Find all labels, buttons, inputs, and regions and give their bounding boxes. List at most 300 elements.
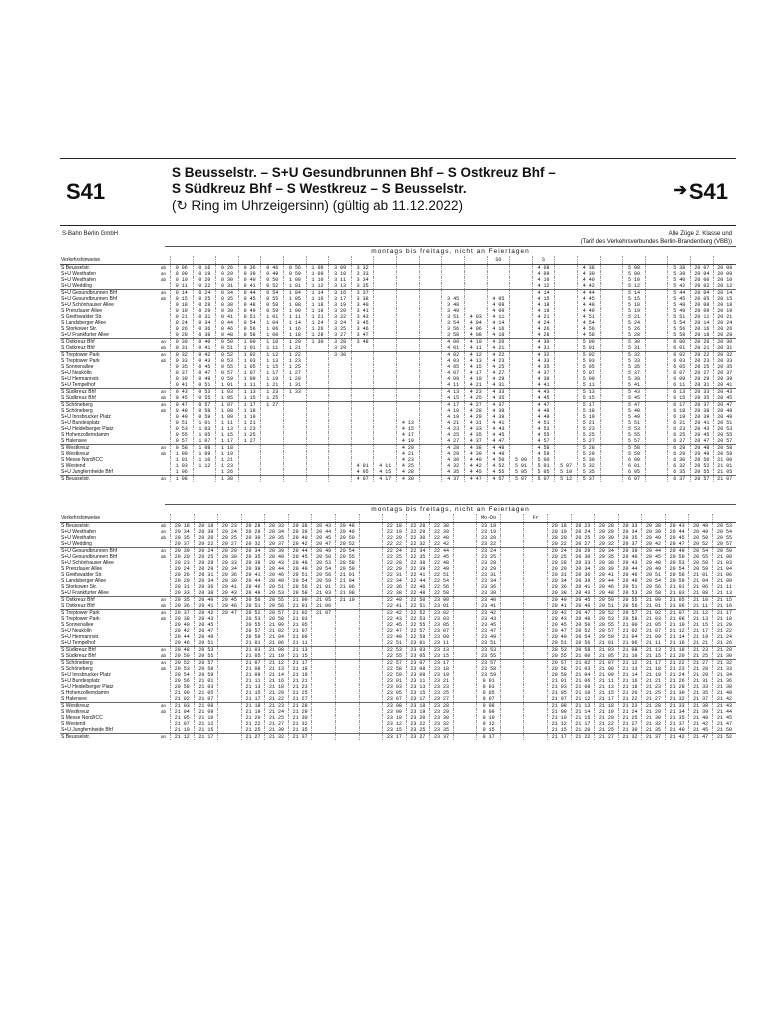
departure-time: 23 22 <box>477 541 501 548</box>
departure-time: 4 51 <box>532 420 555 426</box>
departure-time: 0 14 <box>171 290 194 297</box>
departure-time: 5 33 <box>623 358 646 364</box>
departure-time: 20 35 <box>691 395 714 402</box>
departure-time: 0 30 <box>216 277 239 283</box>
departure-time: 21 40 <box>665 727 689 734</box>
days-header-1: montags bis freitags, nicht an Feiertagen <box>165 246 736 256</box>
departure-time: 4 48 <box>487 445 510 452</box>
departure-time: 23 17 <box>430 660 454 667</box>
departure-time: 0 48 <box>171 408 194 414</box>
station-name: S Treptower Park <box>60 352 160 359</box>
departure-time <box>261 476 284 483</box>
departure-time: 1 01 <box>284 283 307 290</box>
departure-time: 20 39 <box>218 578 242 584</box>
departure-time: 4 15 <box>532 296 555 302</box>
departure-time: 20 51 <box>595 603 619 610</box>
departure-time: 21 15 <box>194 727 218 734</box>
departure-time: 20 29 <box>548 566 572 572</box>
departure-time: 20 31 <box>171 584 195 590</box>
departure-time: 20 51 <box>194 640 218 647</box>
departure-time: 21 07 <box>288 628 312 634</box>
departure-time: 4 27 <box>487 370 510 376</box>
departure-time: 1 18 <box>306 302 329 308</box>
departure-time: 23 07 <box>383 696 407 703</box>
departure-time: 0 28 <box>171 332 194 339</box>
departure-time: 4 38 <box>487 408 510 414</box>
station-name: S+U Hermannstr. <box>61 376 100 382</box>
station-name: S Hohenzollerndamm <box>61 432 110 438</box>
departure-time: 5 32 <box>577 463 600 469</box>
departure-time: 20 36 <box>218 572 242 578</box>
departure-time: 21 29 <box>689 672 713 678</box>
departure-time: 0 39 <box>216 308 239 314</box>
departure-time: 20 39 <box>691 414 714 420</box>
departure-time: 1 28 <box>306 332 329 339</box>
departure-time: 4 58 <box>532 445 555 452</box>
departure-time: 21 14 <box>265 672 289 678</box>
arrival-departure-marker: an <box>160 476 171 483</box>
departure-time: 20 55 <box>712 535 736 541</box>
departure-time: 20 40 <box>548 597 572 604</box>
departure-time: 3 47 <box>351 332 374 339</box>
departure-time: 5 31 <box>623 345 646 352</box>
departure-time: 0 31 <box>171 345 194 352</box>
departure-time: 21 15 <box>712 597 736 604</box>
departure-time: 20 58 <box>288 590 312 597</box>
departure-time: 21 07 <box>665 610 689 617</box>
departure-time: 21 00 <box>712 554 736 560</box>
departure-time: 21 30 <box>665 690 689 696</box>
departure-time: 21 22 <box>712 628 736 634</box>
departure-time: 1 15 <box>261 364 284 370</box>
departure-time: 21 20 <box>595 715 619 721</box>
departure-time: 20 57 <box>194 660 218 667</box>
departure-time: 20 37 <box>618 541 642 548</box>
departure-time: 21 16 <box>618 678 642 684</box>
departure-time: 4 18 <box>532 302 555 308</box>
column-note-empty <box>571 514 595 523</box>
departure-time: 21 17 <box>548 734 572 741</box>
arrival-departure-marker: ab <box>161 408 167 413</box>
departure-time: 22 53 <box>383 647 407 654</box>
departure-time: 6 01 <box>623 463 646 469</box>
departure-time: 20 54 <box>712 529 736 535</box>
departure-time: 0 22 <box>193 283 216 290</box>
station-name: S+U Jungfernheide Bhf <box>61 727 113 733</box>
departure-time: 22 51 <box>406 603 430 610</box>
departure-time: 23 29 <box>430 709 454 715</box>
departure-time: 21 08 <box>571 684 595 690</box>
departure-time: 4 01 <box>442 345 465 352</box>
departure-time: 21 30 <box>288 715 312 721</box>
departure-time: 20 23 <box>218 523 242 530</box>
departure-time: 20 33 <box>618 523 642 530</box>
departure-time: 21 05 <box>595 653 619 660</box>
departure-time: 1 18 <box>238 408 261 414</box>
departure-time: 21 03 <box>548 684 572 690</box>
departure-time: 20 57 <box>618 610 642 617</box>
departure-time: 20 39 <box>265 548 289 555</box>
notes-row <box>60 514 736 523</box>
departure-time: 20 53 <box>265 590 289 597</box>
departure-time: 4 11 <box>442 382 465 389</box>
departure-time: 20 25 <box>194 554 218 560</box>
departure-time: 5 39 <box>668 271 691 277</box>
departure-time: 22 50 <box>406 597 430 604</box>
station-name: S Beusselstr. <box>61 265 91 271</box>
departure-time: 0 28 <box>193 302 216 308</box>
departure-time: 4 43 <box>532 389 555 396</box>
departure-time: 22 35 <box>406 554 430 560</box>
departure-time: 1 09 <box>238 376 261 382</box>
departure-time: 23 23 <box>430 684 454 690</box>
departure-time: 20 24 <box>571 529 595 535</box>
departure-time: 21 37 <box>689 696 713 703</box>
departure-time: 21 23 <box>689 647 713 654</box>
departure-time: 20 45 <box>194 622 218 628</box>
departure-time: 20 52 <box>689 541 713 548</box>
departure-time: 21 03 <box>171 703 195 710</box>
departure-time: 21 17 <box>288 660 312 667</box>
departure-time: 22 20 <box>383 535 407 541</box>
departure-time: 21 04 <box>171 709 195 715</box>
departure-time: 5 38 <box>668 265 691 272</box>
departure-time: 20 04 <box>691 290 714 297</box>
departure-time: 21 43 <box>712 703 736 710</box>
departure-time: 20 45 <box>571 597 595 604</box>
departure-time: 20 37 <box>171 610 195 617</box>
departure-time: 23 43 <box>477 616 501 622</box>
column-note-empty <box>383 514 407 523</box>
departure-time: 23 25 <box>477 554 501 560</box>
departure-time: 21 19 <box>642 672 666 678</box>
departure-time: 5 07 <box>510 476 533 483</box>
departure-time: 20 49 <box>665 548 689 555</box>
departure-time: 20 31 <box>194 572 218 578</box>
station-name: S Beusselstr. <box>60 476 160 483</box>
station-name: S Greifswalder Str. <box>61 572 103 578</box>
departure-time: 23 09 <box>383 709 407 715</box>
departure-time: 21 12 <box>665 628 689 634</box>
station-row <box>60 603 736 610</box>
departure-time: 22 44 <box>430 548 454 555</box>
departure-time: 21 15 <box>288 653 312 660</box>
station-name: S Schöneberg <box>61 408 93 414</box>
departure-time: 23 51 <box>477 640 501 647</box>
departure-time: 21 18 <box>642 666 666 672</box>
departure-time: 20 51 <box>265 584 289 590</box>
departure-time: 0 40 <box>238 277 261 283</box>
departure-time: 4 25 <box>397 463 420 469</box>
column-note-empty <box>713 256 736 265</box>
departure-time: 21 07 <box>713 476 736 483</box>
departure-time: 5 19 <box>577 414 600 420</box>
departure-time: 20 27 <box>691 370 714 376</box>
departure-time: 3 38 <box>351 296 374 302</box>
departure-time: 4 31 <box>487 382 510 389</box>
departure-time: 22 38 <box>430 523 454 530</box>
departure-time: 4 18 <box>442 408 465 414</box>
departure-time: 21 25 <box>288 690 312 696</box>
departure-time: 21 44 <box>712 709 736 715</box>
departure-time: 21 06 <box>571 678 595 684</box>
departure-time: 21 15 <box>241 690 265 696</box>
departure-time: 20 04 <box>691 271 714 277</box>
station-name: S+U Gesundbrunnen Bhf <box>61 554 118 560</box>
departure-time: 20 58 <box>571 647 595 654</box>
departure-time: 20 09 <box>691 308 714 314</box>
departure-time: 0 15 <box>477 727 501 734</box>
departure-time: 3 27 <box>329 332 352 339</box>
departure-time: 21 03 <box>595 647 619 654</box>
departure-time: 1 08 <box>216 408 239 414</box>
column-note-empty <box>193 256 216 265</box>
departure-time: 4 17 <box>442 402 465 409</box>
departure-time: 4 37 <box>464 438 487 445</box>
departure-time: 6 32 <box>668 463 691 469</box>
departure-time: 4 19 <box>442 414 465 420</box>
departure-time: 21 05 <box>312 597 336 604</box>
departure-time: 20 38 <box>171 616 195 622</box>
departure-time: 6 37 <box>668 476 691 483</box>
departure-time: 23 57 <box>477 660 501 667</box>
departure-time: 3 54 <box>442 320 465 326</box>
departure-time: 20 51 <box>241 603 265 610</box>
station-name: S+U Heidelberger Platz <box>61 426 114 432</box>
departure-time: 4 07 <box>442 370 465 376</box>
station-name: S+U Gesundbrunnen Bhf <box>61 296 118 302</box>
station-name: S+U Tempelhof <box>61 382 96 388</box>
departure-time: 21 19 <box>595 709 619 715</box>
departure-time: 20 24 <box>194 548 218 555</box>
departure-time: 5 30 <box>577 457 600 463</box>
departure-time: 21 02 <box>265 628 289 634</box>
departure-time: 20 27 <box>218 541 242 548</box>
station-name: S+U Frankfurter Allee <box>61 590 109 596</box>
departure-time: 21 19 <box>288 672 312 678</box>
departure-time: 1 06 <box>261 326 284 332</box>
departure-time: 4 45 <box>577 296 600 302</box>
departure-time: 20 20 <box>548 535 572 541</box>
departure-time: 22 51 <box>383 640 407 647</box>
departure-time: 1 25 <box>238 432 261 438</box>
departure-time: 4 19 <box>464 376 487 382</box>
departure-time: 3 37 <box>351 290 374 297</box>
departure-time <box>419 476 442 483</box>
departure-time: 1 01 <box>193 420 216 426</box>
departure-time: 20 52 <box>595 610 619 617</box>
departure-time: 20 43 <box>691 426 714 432</box>
departure-time: 4 31 <box>464 420 487 426</box>
departure-time: 3 43 <box>351 314 374 320</box>
departure-time: 23 08 <box>406 666 430 672</box>
departure-time: 22 46 <box>406 584 430 590</box>
departure-time: 20 48 <box>571 616 595 622</box>
departure-time <box>359 734 383 741</box>
departure-time: 1 01 <box>216 382 239 389</box>
departure-time: 21 17 <box>689 628 713 634</box>
station-name: S+U Gesundbrunnen Bhf <box>60 290 160 297</box>
departure-time: 21 10 <box>265 653 289 660</box>
column-note-empty <box>595 514 619 523</box>
departure-time: 0 38 <box>216 302 239 308</box>
departure-time: 3 40 <box>351 302 374 308</box>
departure-time: 0 33 <box>171 358 194 364</box>
departure-time: 20 26 <box>713 326 736 332</box>
departure-time: 20 59 <box>548 672 572 678</box>
departure-time: 23 32 <box>430 721 454 727</box>
column-note-empty <box>406 514 430 523</box>
departure-time: 0 37 <box>171 370 194 376</box>
departure-time: 20 43 <box>713 389 736 396</box>
departure-time: 20 52 <box>241 610 265 617</box>
departure-time: 21 03 <box>194 684 218 690</box>
departure-time: 21 13 <box>618 666 642 672</box>
departure-time: 21 00 <box>713 457 736 463</box>
departure-time: 20 38 <box>642 523 666 530</box>
departure-time: 22 40 <box>430 535 454 541</box>
departure-time: 5 51 <box>623 420 646 426</box>
departure-time: 20 25 <box>218 535 242 541</box>
departure-time: 23 41 <box>477 603 501 610</box>
departure-time: 20 14 <box>713 290 736 297</box>
departure-time: 5 12 <box>555 476 578 483</box>
departure-time: 23 27 <box>406 734 430 741</box>
departure-time: 4 11 <box>487 314 510 320</box>
arrival-departure-marker: ab <box>161 535 167 540</box>
departure-time: 21 21 <box>642 678 666 684</box>
arrival-departure-marker: ab <box>161 277 167 282</box>
departure-time: 0 29 <box>216 271 239 277</box>
departure-time: 0 53 <box>216 358 239 364</box>
departure-time: 21 01 <box>713 463 736 469</box>
departure-time: 4 17 <box>374 476 397 483</box>
station-name: S Landsberger Allee <box>61 578 107 584</box>
departure-time: 0 18 <box>171 302 194 308</box>
departure-time: 6 28 <box>668 445 691 452</box>
departure-time: 20 53 <box>312 560 336 566</box>
departure-time: 20 46 <box>265 572 289 578</box>
departure-time: 5 29 <box>577 451 600 457</box>
departure-time: 21 11 <box>595 678 619 684</box>
departure-time: 21 01 <box>548 678 572 684</box>
departure-time: 20 42 <box>194 610 218 617</box>
departure-time: 20 41 <box>241 572 265 578</box>
departure-time: 21 28 <box>642 703 666 710</box>
departure-time: 20 00 <box>691 277 714 283</box>
arrival-departure-marker: an <box>160 445 171 452</box>
departure-time: 20 34 <box>265 529 289 535</box>
departure-time: 20 40 <box>265 554 289 560</box>
departure-time: 0 17 <box>477 734 501 741</box>
departure-time: 1 25 <box>261 395 284 402</box>
departure-time: 21 18 <box>595 703 619 710</box>
departure-time: 4 11 <box>464 345 487 352</box>
departure-time: 21 25 <box>595 727 619 734</box>
column-note-empty <box>453 514 477 523</box>
departure-time: 21 45 <box>712 715 736 721</box>
departure-time: 0 21 <box>171 314 194 320</box>
departure-time: 20 29 <box>241 529 265 535</box>
column-note-empty <box>171 256 194 265</box>
departure-time: 21 33 <box>689 684 713 690</box>
departure-time: 21 23 <box>288 684 312 690</box>
departure-time: 0 58 <box>238 332 261 339</box>
station-name: S+U Wedding <box>61 283 92 289</box>
departure-time: 20 35 <box>171 535 195 541</box>
departure-time: 20 38 <box>548 590 572 597</box>
departure-time: 23 05 <box>383 690 407 696</box>
departure-time: 20 52 <box>571 628 595 634</box>
departure-time: 4 35 <box>532 364 555 370</box>
departure-time: 5 55 <box>623 432 646 438</box>
departure-time: 3 46 <box>351 326 374 332</box>
departure-time: 20 43 <box>665 523 689 530</box>
departure-time: 4 57 <box>532 438 555 445</box>
departure-time: 1 09 <box>284 308 307 314</box>
departure-time: 6 05 <box>623 469 646 476</box>
departure-time: 0 48 <box>216 332 239 339</box>
departure-time: 23 19 <box>430 672 454 678</box>
departure-time: 21 19 <box>241 709 265 715</box>
departure-time: 21 26 <box>712 640 736 647</box>
departure-time: 21 05 <box>288 622 312 628</box>
departure-time: 4 33 <box>464 426 487 432</box>
departure-time: 5 37 <box>623 370 646 376</box>
departure-time: 4 35 <box>442 469 465 476</box>
departure-time: 0 49 <box>261 271 284 277</box>
departure-time: 20 22 <box>194 541 218 548</box>
departure-time: 20 54 <box>571 634 595 640</box>
departure-time: 20 57 <box>691 476 714 483</box>
departure-time: 21 23 <box>642 684 666 690</box>
station-name: S Treptower Park <box>61 358 100 364</box>
departure-time: 20 24 <box>713 320 736 326</box>
departure-time: 20 53 <box>595 616 619 622</box>
column-note-empty <box>555 256 578 265</box>
departure-time: 22 45 <box>383 622 407 628</box>
departure-time: 4 23 <box>464 389 487 396</box>
departure-time: 0 46 <box>261 265 284 272</box>
column-note-empty <box>306 256 329 265</box>
departure-time: 20 43 <box>218 590 242 597</box>
station-name: S+U Jungfernheide Bhf <box>61 469 113 475</box>
departure-time: 4 20 <box>397 445 420 452</box>
departure-time: 0 46 <box>216 326 239 332</box>
departure-time: 6 00 <box>623 457 646 463</box>
departure-time: 20 36 <box>194 584 218 590</box>
departure-time: 21 07 <box>171 721 195 727</box>
departure-time: 4 13 <box>442 389 465 396</box>
departure-time: 20 21 <box>691 345 714 352</box>
departure-time: 4 09 <box>487 308 510 314</box>
column-note-empty <box>618 514 642 523</box>
departure-time: 6 01 <box>668 345 691 352</box>
departure-time: 5 37 <box>577 476 600 483</box>
departure-time: 1 15 <box>216 432 239 438</box>
departure-time: 20 21 <box>713 314 736 320</box>
departure-time: 3 41 <box>351 308 374 314</box>
departure-time: 23 15 <box>383 727 407 734</box>
departure-time: 1 06 <box>171 469 194 476</box>
departure-time: 1 30 <box>216 476 239 483</box>
departure-time: 1 16 <box>306 296 329 302</box>
departure-time: 20 43 <box>571 590 595 597</box>
departure-time: 21 05 <box>713 469 736 476</box>
departure-time: 0 31 <box>193 314 216 320</box>
departure-time: 3 49 <box>442 308 465 314</box>
departure-time: 20 28 <box>548 560 572 566</box>
